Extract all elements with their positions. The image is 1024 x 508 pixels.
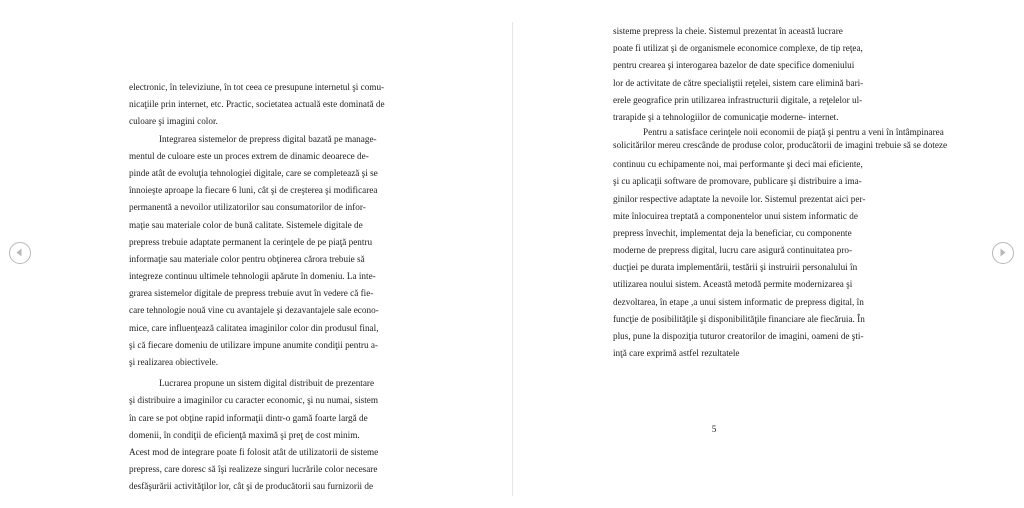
text-line: integreze continuu ultimele tehnologii apărute în domeniu. La inte- bbox=[129, 271, 376, 282]
text-line: şi cu aplicaţii software de promovare, publicare şi distribuire a ima- bbox=[613, 176, 862, 187]
text-line: informaţie sau materiale color pentru obţinerea cărora trebuie să bbox=[129, 253, 365, 264]
text-line: sisteme prepress la cheie. Sistemul prezentat în această lucrare bbox=[613, 26, 843, 36]
previous-page-button[interactable] bbox=[9, 242, 31, 264]
text-line: solicitărilor mereu crescânde de produse color, producătorii de imagini trebuie să se doteze bbox=[613, 140, 948, 151]
text-line: continuu cu echipamente noi, mai performante şi deci mai eficiente, bbox=[613, 159, 863, 170]
text-line: plus, pune la dispoziţia tuturor creatorilor de imagini, oameni de şti- bbox=[613, 331, 864, 341]
left-page bbox=[129, 79, 421, 496]
text-line: dezvoltarea, în etape ,a unui sistem informatic de prepress digital, în bbox=[613, 296, 864, 307]
text-line: electronic, în televiziune, în tot ceea ce presupune internetul şi comu- bbox=[129, 82, 385, 92]
page-gutter bbox=[512, 22, 513, 496]
text-line: prepress, care doresc să îşi realizeze singuri lucrările color necesare bbox=[129, 464, 378, 475]
text-line: nicaţiile prin internet, etc. Practic, societatea actuală este dominată de bbox=[129, 99, 385, 110]
text-line: inţă care exprimă astfel rezultatele bbox=[613, 348, 740, 359]
text-line: trarapide şi a tehnologiilor de comunicaţie moderne- internet. bbox=[613, 111, 839, 122]
text-line: mite înlocuirea treptată a componentelor unui sistem informatic de bbox=[613, 210, 858, 221]
text-line: culoare şi imagini color. bbox=[129, 116, 218, 127]
right-page bbox=[613, 23, 978, 362]
text-line: şi realizarea obiectivele. bbox=[129, 357, 219, 367]
text-line: înnoieşte aproape la fiecare 6 luni, cât şi de creşterea şi modificarea bbox=[129, 185, 378, 196]
text-line: Integrarea sistemelor de prepress digital bazată pe manage- bbox=[159, 133, 377, 144]
text-line: care tehnologie nouă vine cu avantajele şi dezavantajele sale econo- bbox=[129, 305, 379, 316]
text-line: ducţiei pe durata implementării, testării şi instruirii personalului în bbox=[613, 262, 858, 273]
text-line: domenii, în condiţii de eficienţă maximă şi preţ de cost minim. bbox=[129, 429, 360, 440]
page-number: 5 bbox=[711, 424, 717, 434]
chevron-left-circle-icon bbox=[10, 243, 29, 262]
text-line: lor de activitate de către specialiştii reţelei, sistem care elimină bari- bbox=[613, 77, 864, 88]
text-line: mice, care influenţează calitatea imaginilor color din produsul final, bbox=[129, 322, 379, 333]
text-line: grarea sistemelor digitale de prepress trebuie avut în vedere că fie- bbox=[129, 288, 374, 299]
text-line: şi că fiecare domeniu de utilizare impune anumite condiţii pentru a- bbox=[129, 339, 378, 350]
text-line: în care se pot obţine rapid informaţii dintr-o gamă foarte largă de bbox=[129, 412, 368, 423]
text-line: pentru crearea şi interogarea bazelor de date specifice domeniului bbox=[613, 60, 855, 71]
text-line: desfăşurării activităţilor lor, cât şi de producătorii sau furnizorii de bbox=[129, 481, 374, 492]
text-line: permanentă a nevoilor utilizatorilor sau consumatorilor de infor- bbox=[129, 202, 366, 213]
text-line: ginilor respective adaptate la nevoile lor. Sistemul prezentat aici per- bbox=[613, 193, 866, 204]
text-line: mentul de culoare este un proces extrem de dinamic deoarece de- bbox=[129, 150, 369, 161]
text-line: prepress trebuie adaptate permanent la cerinţele de pe piaţă pentru bbox=[129, 236, 373, 247]
text-line: moderne de prepress digital, lucru care asigură continuitatea pro- bbox=[613, 245, 853, 256]
chevron-right-circle-icon bbox=[993, 243, 1012, 262]
text-line: poate fi utilizat şi de organismele economice complexe, de tip reţea, bbox=[613, 43, 863, 54]
text-line: pinde atât de evoluţia tehnologiei digitale, care se completează şi se bbox=[129, 167, 378, 178]
text-line: Lucrarea propune un sistem digital distribuit de prezentare bbox=[159, 378, 375, 389]
text-line: şi distribuire a imaginilor cu caracter economic, şi nu numai, sistem bbox=[129, 395, 379, 406]
text-line: Acest mod de integrare poate fi folosit atât de utilizatorii de sisteme bbox=[129, 446, 379, 457]
text-line: erele geografice prin utilizarea infrastructurii digitale, a reţelelor ul- bbox=[613, 94, 863, 105]
text-line: maţie sau materiale color de bună calitate. Sistemele digitale de bbox=[129, 219, 363, 230]
text-line: funcţie de posibilităţile şi disponibilităţile financiare ale fiecăruia. În bbox=[613, 313, 865, 324]
text-line: prepress învechit, implementat deja la beneficiar, cu componente bbox=[613, 227, 852, 238]
next-page-button[interactable] bbox=[992, 242, 1014, 264]
text-line: utilizarea noului sistem. Această metodă permite modernizarea şi bbox=[613, 279, 853, 290]
text-line: Pentru a satisface cerinţele noii economii de piaţă şi pentru a veni în întâmpinarea bbox=[643, 127, 944, 138]
